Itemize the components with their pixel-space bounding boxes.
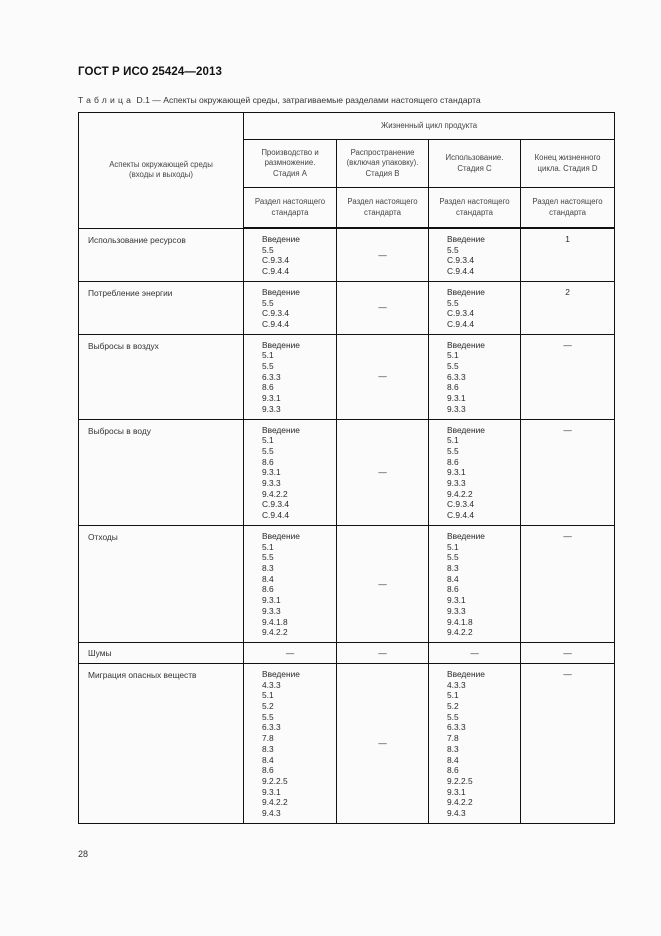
section-ref: C.9.4.4	[262, 266, 290, 277]
section-ref: C.9.4.4	[262, 318, 290, 329]
section-ref: 8.4	[262, 754, 274, 765]
section-ref: 5.1	[447, 350, 459, 361]
section-ref: 9.3.1	[262, 786, 281, 797]
section-ref: Введение	[262, 234, 300, 244]
header-stage-a: Производство и размножение. Стадия А	[244, 140, 337, 188]
header-section-c: Раздел настоящего стандарта	[429, 188, 521, 229]
stage-d-cell: —	[521, 642, 615, 663]
section-ref: 4.3.3	[262, 679, 281, 690]
section-ref: 5.5	[262, 361, 274, 372]
section-ref: 9.4.1.8	[262, 616, 288, 627]
table-body	[79, 228, 615, 823]
environmental-aspects-table	[78, 112, 615, 824]
section-ref: 8.6	[262, 382, 274, 393]
section-ref: Введение	[262, 424, 300, 435]
table-row	[79, 663, 615, 823]
section-ref: C.9.3.4	[447, 308, 475, 319]
section-ref: C.9.3.4	[262, 308, 290, 319]
stage-b-cell: —	[337, 642, 429, 663]
aspect-cell: Потребление энергии	[79, 281, 244, 334]
section-ref: 9.3.3	[447, 478, 466, 489]
section-ref: 9.3.1	[447, 393, 466, 404]
section-ref: 5.5	[262, 711, 274, 722]
stage-b-cell: —	[337, 281, 429, 334]
section-ref: 9.3.1	[262, 393, 281, 404]
table-row	[79, 642, 615, 663]
section-ref: 5.5	[262, 244, 274, 255]
section-ref: 5.2	[447, 701, 459, 712]
section-ref: 9.3.1	[447, 595, 466, 606]
section-ref: 9.4.2.2	[262, 627, 288, 638]
section-ref: C.9.4.4	[447, 266, 475, 277]
section-ref: 9.2.2.5	[447, 775, 473, 786]
section-ref: C.9.4.4	[447, 510, 475, 521]
section-ref: 6.3.3	[262, 371, 281, 382]
section-ref: 5.5	[447, 244, 459, 255]
section-ref: 8.6	[447, 584, 459, 595]
stage-c-cell	[429, 419, 521, 525]
stage-a-cell	[244, 419, 337, 525]
section-ref: 5.5	[447, 711, 459, 722]
table-caption-label: Таблица	[78, 95, 135, 105]
section-ref: 8.6	[262, 584, 274, 595]
stage-a-cell: —	[244, 642, 337, 663]
stage-b-cell: —	[337, 663, 429, 823]
stage-d-cell: —	[521, 663, 615, 823]
section-ref: 8.6	[447, 456, 459, 467]
section-ref: 8.6	[447, 765, 459, 776]
section-ref: 4.3.3	[447, 679, 466, 690]
stage-b-cell: —	[337, 525, 429, 642]
section-ref: Введение	[262, 668, 300, 679]
stage-c-cell	[429, 334, 521, 419]
page-number: 28	[78, 849, 89, 859]
section-ref: 5.5	[447, 552, 459, 563]
section-ref: 9.2.2.5	[262, 775, 288, 786]
section-ref: 6.3.3	[447, 722, 466, 733]
header-aspect: Аспекты окружающей среды (входы и выходы)	[79, 113, 244, 229]
section-ref: 7.8	[447, 733, 459, 744]
stage-d-cell: —	[521, 334, 615, 419]
section-ref: Введение	[447, 668, 485, 679]
section-ref: 5.5	[262, 297, 274, 308]
section-ref: 9.3.1	[262, 595, 281, 606]
section-ref: 7.8	[262, 733, 274, 744]
section-ref: 5.5	[262, 445, 274, 456]
section-ref: 5.5	[447, 361, 459, 372]
section-ref: 9.4.1.8	[447, 616, 473, 627]
header-section-a: Раздел настоящего стандарта	[244, 188, 337, 229]
table-row	[79, 525, 615, 642]
section-ref: 8.3	[447, 562, 459, 573]
stage-c-cell	[429, 525, 521, 642]
stage-d-cell: —	[521, 525, 615, 642]
section-ref: 9.4.3	[262, 808, 281, 819]
section-ref: Введение	[447, 234, 485, 244]
aspect-cell: Миграция опасных веществ	[79, 663, 244, 823]
section-ref: C.9.3.4	[447, 255, 475, 266]
aspect-cell: Использование ресурсов	[79, 228, 244, 281]
section-ref: 6.3.3	[262, 722, 281, 733]
stage-b-cell: —	[337, 419, 429, 525]
section-ref: 5.1	[447, 541, 459, 552]
section-ref: Введение	[262, 286, 300, 297]
section-ref: 6.3.3	[447, 371, 466, 382]
header-section-d: Раздел настоящего стандарта	[521, 188, 615, 229]
section-ref: 5.1	[447, 435, 459, 446]
stage-c-cell	[429, 663, 521, 823]
stage-a-cell	[244, 281, 337, 334]
section-ref: 9.3.3	[447, 403, 466, 414]
section-ref: C.9.4.4	[262, 510, 290, 521]
section-ref: 9.3.3	[262, 403, 281, 414]
stage-a-cell	[244, 334, 337, 419]
section-ref: 9.3.1	[447, 467, 466, 478]
section-ref: 5.5	[262, 552, 274, 563]
section-ref: Введение	[447, 424, 485, 435]
section-ref: 5.1	[262, 350, 274, 361]
section-ref: C.9.4.4	[447, 318, 475, 329]
section-ref: 9.4.3	[447, 808, 466, 819]
section-ref: 8.4	[447, 573, 459, 584]
table-row	[79, 281, 615, 334]
aspect-cell: Выбросы в воздух	[79, 334, 244, 419]
section-ref: 5.2	[262, 701, 274, 712]
section-ref: 9.4.2.2	[262, 797, 288, 808]
stage-c-cell	[429, 281, 521, 334]
stage-d-cell: 2	[521, 281, 615, 334]
section-ref: 9.4.2.2	[447, 797, 473, 808]
section-ref: 9.4.2.2	[447, 488, 473, 499]
section-ref: 5.1	[262, 690, 274, 701]
header-stage-c: Использование. Стадия С	[429, 140, 521, 188]
section-ref: Введение	[262, 339, 300, 350]
section-ref: 8.3	[447, 743, 459, 754]
section-ref: 9.3.3	[447, 605, 466, 616]
aspect-cell: Отходы	[79, 525, 244, 642]
section-ref: 9.4.2.2	[262, 488, 288, 499]
section-ref: C.9.3.4	[447, 499, 475, 510]
header-stage-d: Конец жизненного цикла. Стадия D	[521, 140, 615, 188]
section-ref: 9.3.1	[262, 467, 281, 478]
section-ref: C.9.3.4	[262, 255, 290, 266]
section-ref: Введение	[447, 286, 485, 297]
section-ref: 9.4.2.2	[447, 627, 473, 638]
header-stage-b: Распространение (включая упаковку). Стадия В	[337, 140, 429, 188]
section-ref: 5.1	[262, 541, 274, 552]
section-ref: 8.4	[262, 573, 274, 584]
table-row	[79, 419, 615, 525]
section-ref: 8.6	[262, 765, 274, 776]
section-ref: 8.3	[262, 562, 274, 573]
section-ref: Введение	[262, 530, 300, 541]
table-row	[79, 334, 615, 419]
section-ref: 5.5	[447, 445, 459, 456]
header-section-b: Раздел настоящего стандарта	[337, 188, 429, 229]
section-ref: 5.5	[447, 297, 459, 308]
table-caption-text: D.1 — Аспекты окружающей среды, затрагиваемые разделами настоящего стандарта	[134, 95, 481, 105]
section-ref: 9.3.1	[447, 786, 466, 797]
table-row	[79, 228, 615, 281]
stage-d-cell: —	[521, 419, 615, 525]
stage-b-cell: —	[337, 334, 429, 419]
section-ref: 5.1	[447, 690, 459, 701]
stage-c-cell: —	[429, 642, 521, 663]
aspect-cell: Шумы	[79, 642, 244, 663]
section-ref: 9.3.3	[262, 605, 281, 616]
section-ref: 8.6	[447, 382, 459, 393]
section-ref: Введение	[447, 339, 485, 350]
document-header: ГОСТ Р ИСО 25424—2013	[78, 66, 223, 78]
stage-b-cell: —	[337, 228, 429, 281]
section-ref: 9.3.3	[262, 478, 281, 489]
stage-c-cell	[429, 228, 521, 281]
section-ref: 5.1	[262, 435, 274, 446]
stage-a-cell	[244, 228, 337, 281]
table-caption	[78, 95, 481, 105]
section-ref: Введение	[447, 530, 485, 541]
header-lifecycle: Жизненный цикл продукта	[244, 113, 615, 140]
aspect-cell: Выбросы в воду	[79, 419, 244, 525]
stage-d-cell: 1	[521, 228, 615, 281]
section-ref: C.9.3.4	[262, 499, 290, 510]
section-ref: 8.3	[262, 743, 274, 754]
stage-a-cell	[244, 525, 337, 642]
section-ref: 8.6	[262, 456, 274, 467]
section-ref: 8.4	[447, 754, 459, 765]
stage-a-cell	[244, 663, 337, 823]
